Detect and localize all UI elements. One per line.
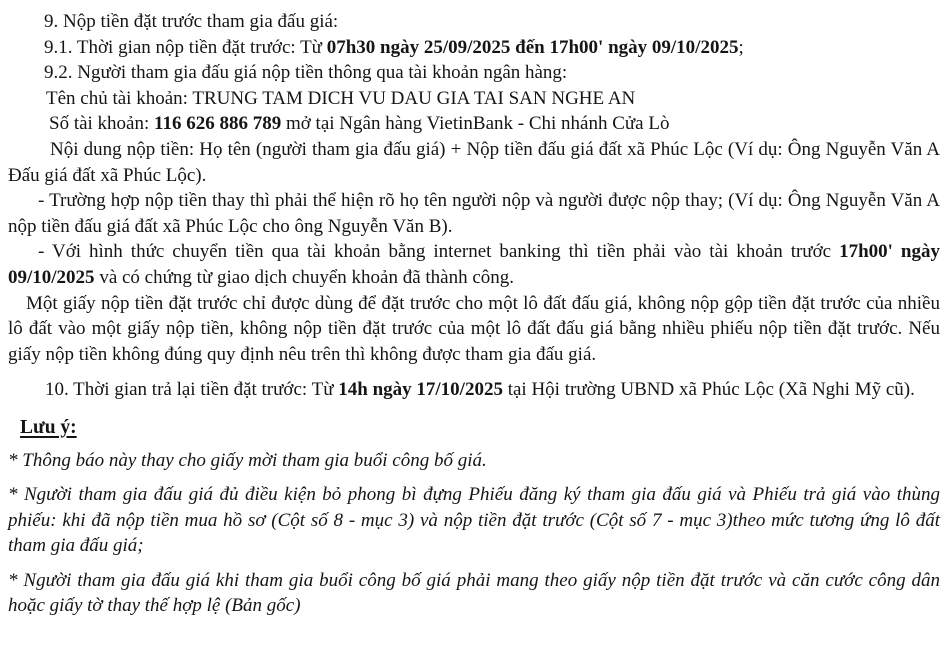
account-number-line — [8, 111, 940, 137]
refund-time-paragraph — [8, 377, 940, 403]
refund-time-label: 10. Thời gian trả lại tiền đặt trước: Từ — [45, 379, 339, 401]
deposit-time-end: ; — [738, 36, 744, 58]
account-name-label: Tên chủ tài khoản: — [46, 87, 193, 109]
payment-method-paragraph: 9.2. Người tham gia đấu giá nộp tiền thông qua tài khoản ngân hàng: — [44, 62, 568, 84]
account-number-bold: 116 626 886 789 — [154, 113, 282, 135]
refund-location-text: tại Hội trường UBND xã Phúc Lộc (Xã Nghi Mỹ cũ). — [502, 379, 915, 401]
notes-heading — [20, 415, 940, 441]
banking-deadline-bold: 17h00' ngày 09/10/2025 — [8, 241, 940, 288]
refund-time-bold: 14h ngày 17/10/2025 — [338, 379, 503, 401]
internet-banking-paragraph — [8, 239, 940, 290]
note-item-3: * Người tham gia đấu giá khi tham gia buổi công bố giá phải mang theo giấy nộp tiền đặt trước và căn cước công dân hoặc giấy tờ thay thế hợp lệ (Bản gốc) — [8, 569, 940, 617]
deposit-period-bold: 07h30 ngày 25/09/2025 đến 17h00' ngày 09/10/2025 — [326, 36, 739, 58]
internet-banking-text: - Với hình thức chuyển tiền qua tài khoản bằng internet banking thì tiền phải vào tài khoản trước — [38, 241, 840, 263]
pay-on-behalf-paragraph: - Trường hợp nộp tiền thay thì phải thể hiện rõ họ tên người nộp và người được nộp thay; (Ví dụ: Ông Nguyễn Văn A nộp tiền đấu giá đất xã Phúc Lộc cho ông Nguyễn Văn B). — [8, 190, 940, 237]
deposit-time-label: 9.1. Thời gian nộp tiền đặt trước: Từ — [44, 36, 327, 58]
section-9-heading: 9. Nộp tiền đặt trước tham gia đấu giá: — [44, 11, 339, 32]
payment-content-paragraph: Nội dung nộp tiền: Họ tên (người tham gia đấu giá) + Nộp tiền đấu giá đất xã Phúc Lộc (Ví dụ: Ông Nguyễn Văn A Đấu giá đất xã Phúc Lộc). — [8, 138, 940, 186]
notes-heading-text: Lưu ý: — [20, 416, 77, 438]
note-item-2: * Người tham gia đấu giá đủ điều kiện bỏ phong bì đựng Phiếu đăng ký tham gia đấu giá và Phiếu trả giá vào thùng phiếu: khi đã nộp tiền mua hồ sơ (Cột số 8 - mục 3) và nộp tiền đặt trước (Cột số 7 - mục 3)theo mức tương ứng lô đất tham gia đấu giá; — [8, 484, 940, 557]
account-name-value: TRUNG TAM DICH VU DAU GIA TAI SAN NGHE AN — [192, 87, 636, 109]
deposit-time-paragraph — [8, 35, 940, 61]
one-slip-rule-paragraph: Một giấy nộp tiền đặt trước chỉ được dùng để đặt trước cho một lô đất đấu giá, không nộp gộp tiền đặt trước của nhiều lô đất vào một giấy nộp tiền, không nộp tiền đặt trước của một lô đất đấu giá bằng nhiều phiếu nộp tiền đặt trước. Nếu giấy nộp tiền không đúng quy định nêu trên thì không được tham gia đấu giá. — [8, 292, 940, 365]
internet-banking-end: và có chứng từ giao dịch chuyển khoản đã thành công. — [94, 266, 515, 288]
account-number-label: Số tài khoản: — [49, 113, 155, 135]
account-name-line — [8, 86, 940, 112]
note-item-1: * Thông báo này thay cho giấy mời tham gia buổi công bố giá. — [8, 449, 487, 471]
bank-branch-text: mở tại Ngân hàng VietinBank - Chi nhánh Cửa Lò — [281, 113, 670, 135]
